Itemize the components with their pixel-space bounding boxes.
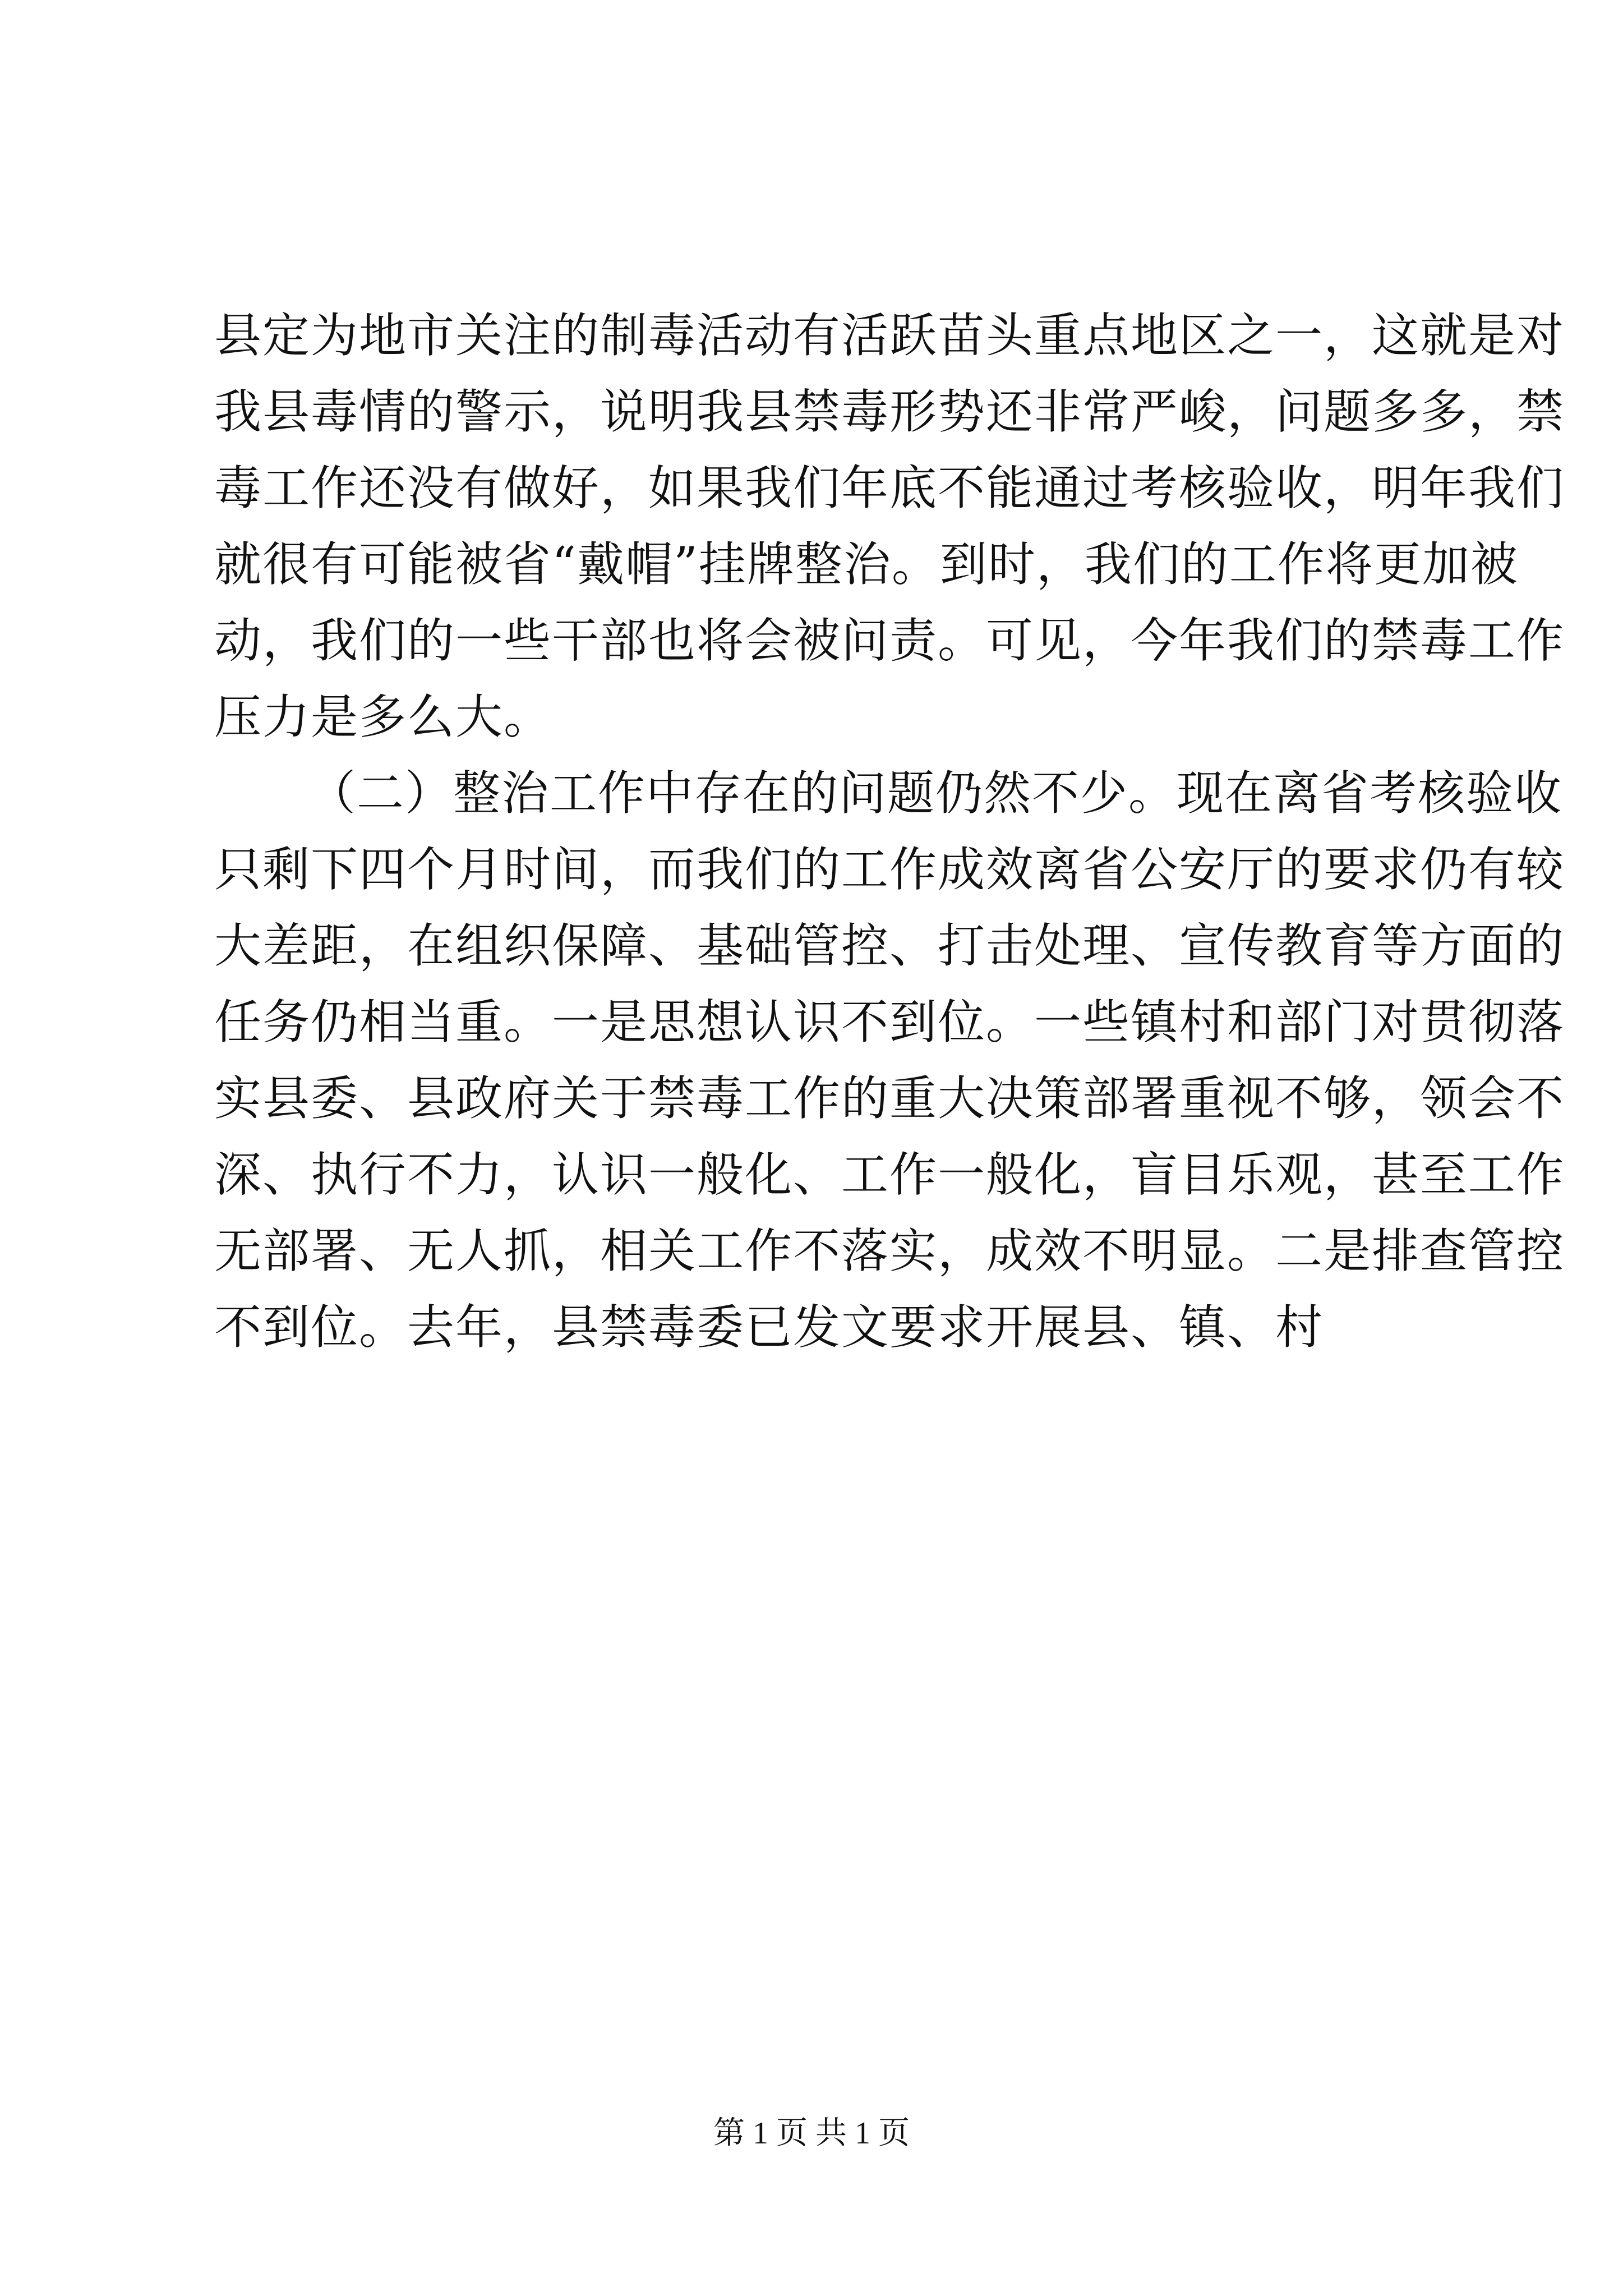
paragraph-line: 只剩下四个月时间，而我们的工作成效离省公安厅的要求仍有较 <box>214 842 1565 897</box>
paragraph-line: 我县毒情的警示，说明我县禁毒形势还非常严峻，问题多多，禁 <box>214 384 1565 439</box>
paragraph-line: 任务仍相当重。一是思想认识不到位。一些镇村和部门对贯彻落 <box>214 995 1565 1050</box>
document-body <box>214 297 1565 1365</box>
paragraph-line: 深、执行不力，认识一般化、工作一般化，盲目乐观，甚至工作 <box>214 1147 1565 1202</box>
paragraph-line: 实县委、县政府关于禁毒工作的重大决策部署重视不够，领会不 <box>214 1071 1565 1126</box>
paragraph-line: 压力是多么大。 <box>214 689 552 744</box>
paragraph-line: 大差距，在组织保障、基础管控、打击处理、宣传教育等方面的 <box>214 918 1565 973</box>
paragraph-line: 毒工作还没有做好，如果我们年底不能通过考核验收，明年我们 <box>214 461 1565 516</box>
paragraph-line: 县定为地市关注的制毒活动有活跃苗头重点地区之一，这就是对 <box>214 308 1565 363</box>
paragraph-line: （二）整治工作中存在的问题仍然不少。现在离省考核验收 <box>308 766 1563 821</box>
page-number-footer: 第 1 页 共 1 页 <box>713 2116 910 2151</box>
paragraph-line: 不到位。去年，县禁毒委已发文要求开展县、镇、村 <box>214 1300 1324 1355</box>
paragraph-line: 无部署、无人抓，相关工作不落实，成效不明显。二是排查管控 <box>214 1223 1565 1278</box>
paragraph-line: 就很有可能被省“戴帽”挂牌整治。到时，我们的工作将更加被 <box>214 537 1519 592</box>
paragraph-line: 动，我们的一些干部也将会被问责。可见，今年我们的禁毒工作 <box>214 613 1565 668</box>
